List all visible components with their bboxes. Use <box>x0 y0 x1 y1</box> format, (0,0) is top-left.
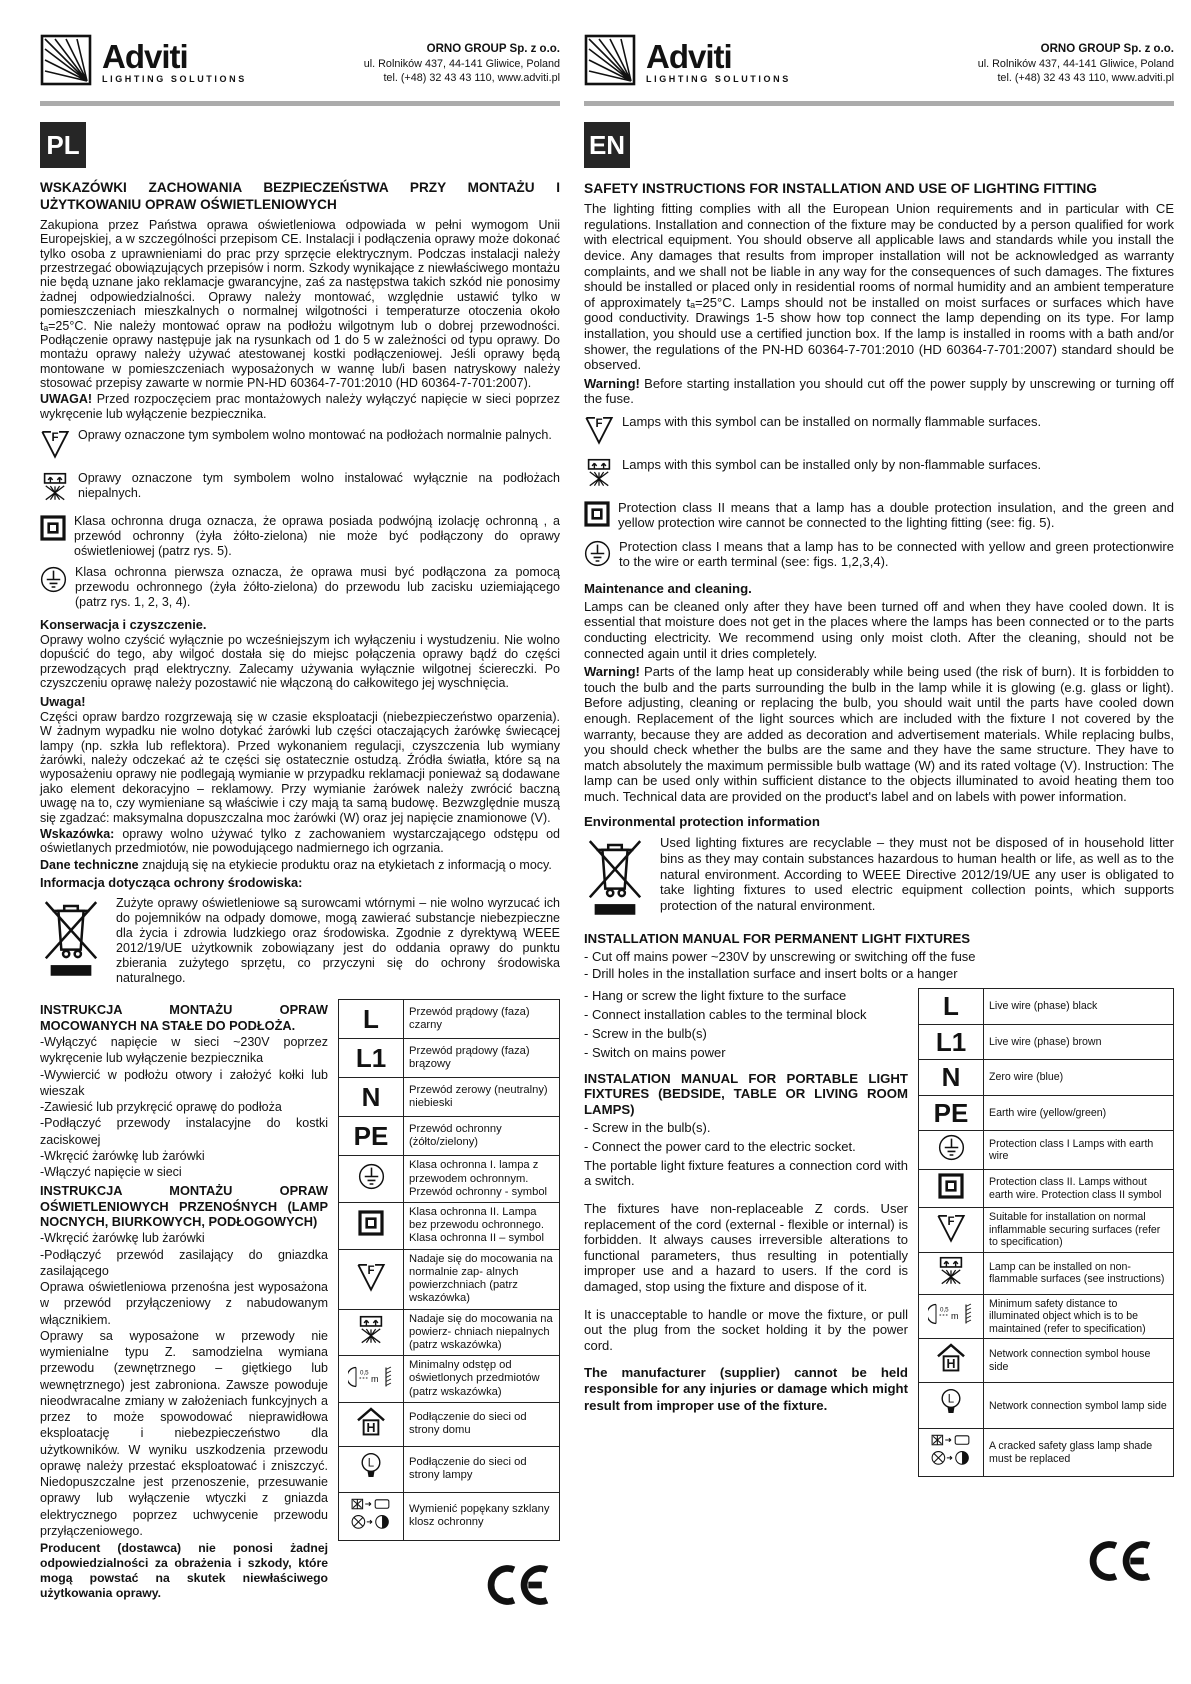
symbol-note-text: Protection class I means that a lamp has to be connected with yellow and green protectionwire to the wire or earth terminal (see: figs. 1,2,3,4). <box>619 538 1174 570</box>
svg-text:m: m <box>951 1311 959 1322</box>
logo-mark-icon <box>584 34 636 91</box>
non-flammable-icon <box>339 1309 404 1356</box>
table-row <box>919 1294 1174 1339</box>
symbol-description-cell: Nadaje się do mocowania na powierz- chniach niepalnych (patrz wskazówka) <box>404 1309 560 1356</box>
symbol-description-cell: Klasa ochronna II. Lampa bez przewodu ochronnego. Klasa ochronna II – symbol <box>404 1203 560 1250</box>
company-name: ORNO GROUP Sp. z o.o. <box>426 43 560 55</box>
non-flammable-icon <box>919 1252 984 1294</box>
symbol-description-cell: Minimum safety distance to illuminated object which is to be maintained (refer to specification) <box>984 1294 1174 1339</box>
body-text-run: Parts of the lamp heat up considerably while being used (the risk of burn). It is forbidden to touch the bulb and the parts surrounding the bulb in the lamp while it is glowing (e.g. glass or light). Before adjusting, cleaning or replacing the bulb, you should wait until the parts have cooled down enough. Replacement of the light sources which are included with the fixture I not covered by the warranty, because they are added as decoration and advertisement materials. While replacing bulbs, you should check whether the bulbs are the same and they have the same structure. They have to match absolutely the maximum permissible bulb wattage (W) and its rated voltage (V). Instruction: The lamp can be used only within sufficient distance to the objects illuminated to avoid heating them too much. Technical data are provided on the product's label and on labels with power information. <box>584 664 1174 804</box>
symbol-note-text: Protection class II means that a lamp has a double protection insulation, and the green and yellow protection wire cannot be connected to the lighting fitting (see: fig. 5). <box>618 499 1174 531</box>
symbol-note <box>584 414 1174 450</box>
flammable-f-icon <box>919 1208 984 1253</box>
sub-heading: Konserwacja i czyszczenie. <box>40 616 207 632</box>
weee-bin-icon <box>40 896 102 983</box>
sub-heading: INSTRUKCJA MONTAŻU OPRAW OŚWIETLENIOWYCH PRZENOŚNYCH (LAMP NOCNYCH, BIURKOWYCH, PODŁOGOWYCH) <box>40 1183 328 1229</box>
earth-wire-pe-symbol <box>919 1095 984 1131</box>
symbol-description-cell: Przewód zerowy (neutralny) niebieski <box>404 1078 560 1117</box>
table-row <box>339 1156 560 1203</box>
flammable-f-icon <box>40 428 70 464</box>
weee-bin-icon <box>584 835 646 922</box>
body-text-run: Przed rozpoczęciem prac montażowych należy wyłączyć napięcie w sieci poprzez wykręcenie lub wyłączenie bezpiecznika. <box>40 392 560 421</box>
sub-heading: Environmental protection information <box>584 813 820 829</box>
table-row <box>339 1492 560 1540</box>
instruction-line: -Podłączyć przewód zasilający do gniazdka zasilającego <box>40 1247 328 1278</box>
cracked-glass-icon <box>339 1492 404 1540</box>
symbol-description-cell: Lamp can be installed on non- flammable surfaces (see instructions) <box>984 1252 1174 1294</box>
cracked-glass-icon <box>919 1429 984 1477</box>
instruction-line: - Screw in the bulb(s). <box>584 1120 711 1136</box>
symbol-note-text: Lamps with this symbol can be installed on normally flammable surfaces. <box>622 413 1042 429</box>
pl-symbol-table-column <box>338 999 560 1612</box>
brand-text-block <box>102 37 247 85</box>
flammable-f-icon <box>584 414 614 450</box>
svg-text:F: F <box>51 432 59 445</box>
symbol-description-cell: Podłączenie do sieci od strony lampy <box>404 1446 560 1492</box>
svg-text:H: H <box>366 1421 376 1436</box>
symbol-description-cell: Przewód prądowy (faza) czarny <box>404 1000 560 1039</box>
bulb-l-icon <box>919 1383 984 1429</box>
table-row <box>339 1039 560 1078</box>
company-phone: tel. (+48) 32 43 43 110, www.adviti.pl <box>383 71 560 84</box>
symbol-description-cell: A cracked safety glass lamp shade must be replaced <box>984 1429 1174 1477</box>
neutral-wire-n-symbol <box>919 1060 984 1096</box>
brand-name: Adviti <box>102 37 188 75</box>
svg-text:F: F <box>367 1264 375 1277</box>
brand-logo <box>40 34 247 91</box>
live-wire-l-symbol <box>919 988 984 1024</box>
table-row <box>919 1060 1174 1096</box>
symbol-description-cell: Minimalny odstęp od oświetlonych przedmiotów (patrz wskazówka) <box>404 1356 560 1403</box>
brand-logo <box>584 34 791 91</box>
min-distance-icon <box>919 1294 984 1339</box>
table-row <box>919 1208 1174 1253</box>
symbol-description-cell: Klasa ochronna I. lampa z przewodem ochronnym. Przewód ochronny - symbol <box>404 1156 560 1203</box>
weee-note <box>40 896 560 986</box>
body-paragraph <box>584 664 1174 804</box>
table-row <box>919 1429 1174 1477</box>
bold-lead-text: Dane techniczne <box>40 857 139 872</box>
table-row <box>339 1117 560 1156</box>
body-paragraph: Lamps can be cleaned only after they have been turned off and when they have cooled down. It is essential that moisture does not get in the places where the lamps has been connected or to the parts conducting electricity. We recommend using only moist cloth. After the cleaning, should not be connected again until it dries completely. <box>584 598 1174 661</box>
body-paragraph: The lighting fitting complies with all the European Union requirements and in particular with CE regulations. Installation and connection of the fixture may be conducted by a person qualified for work with electrical equipment. You should observe all applicable laws and standards while you install the device. Any damages that results from improper installation will not be acknowledged as warranty complaints, and we shall not be liable in any way for the consequences of such damages. The fixtures should be installed or placed only in residential rooms of normal humidity and an ambient temperature of approximately tₐ=25°C. Lamps should not be installed on moist surfaces or surfaces which have good conductivity. Drawings 1-5 show how top connect the lamp depending on its type. For lamp installation, you should use a certified junction box. If the lamp is installed in rooms with a bath and/or shower, the regulations of the PN-HD 60364-7-701:2010 (HD 60364-7-701:2007) standard should be observed. <box>584 201 1174 373</box>
brand-tagline: LIGHTING SOLUTIONS <box>646 74 791 85</box>
bold-lead-text: Warning! <box>584 664 640 680</box>
svg-text:L: L <box>367 1457 375 1470</box>
class1-icon <box>339 1156 404 1203</box>
wire-symbol-text: L <box>943 990 959 1021</box>
pl-intro-section <box>40 180 560 994</box>
wire-symbol-text: L <box>363 1004 379 1035</box>
instruction-line: - Cut off mains power ~230V by unscrewing or switching off the fuse <box>584 949 976 965</box>
svg-text:0,5: 0,5 <box>360 1369 369 1377</box>
class1-icon <box>40 565 67 598</box>
table-row <box>919 1252 1174 1294</box>
non-flammable-icon <box>584 457 614 493</box>
table-row <box>339 1446 560 1492</box>
house-h-icon <box>919 1339 984 1383</box>
wire-symbol-text: N <box>941 1062 961 1093</box>
bold-lead-text: Warning! <box>584 375 640 391</box>
instruction-line: -Wyłączyć napięcie w sieci ~230V poprzez wykręcenie lub wyłączenie bezpiecznika <box>40 1035 328 1066</box>
body-paragraph <box>40 827 560 856</box>
instruction-line: -Zawiesić lub przykręcić oprawę do podłoża <box>40 1100 282 1115</box>
live-wire-l-symbol <box>339 1000 404 1039</box>
instruction-line: - Connect the power card to the electric socket. <box>584 1138 856 1154</box>
table-row <box>919 1024 1174 1060</box>
pl-installation-instructions <box>40 999 328 1612</box>
brand-tagline: LIGHTING SOLUTIONS <box>102 74 247 85</box>
table-row <box>339 1203 560 1250</box>
en-installation-instructions <box>584 988 908 1588</box>
brand-name: Adviti <box>646 37 732 75</box>
language-badge-en: EN <box>584 122 630 168</box>
sub-heading: INSTRUKCJA MONTAŻU OPRAW MOCOWANYCH NA STAŁE DO PODŁOŻA. <box>40 1002 328 1033</box>
body-paragraph: The portable light fixture features a connection cord with a switch. <box>584 1157 908 1189</box>
table-row <box>339 1000 560 1039</box>
live-wire-l1-symbol <box>339 1039 404 1078</box>
symbol-description-cell: Protection class II. Lamps without earth wire. Protection class II symbol <box>984 1170 1174 1208</box>
company-name: ORNO GROUP Sp. z o.o. <box>1040 43 1174 55</box>
neutral-wire-n-symbol <box>339 1078 404 1117</box>
non-flammable-icon <box>40 471 70 507</box>
table-row <box>339 1249 560 1309</box>
table-row <box>339 1078 560 1117</box>
body-paragraph: It is unacceptable to handle or move the fixture, or pull out the plug from the socket holding it by the power cord. <box>584 1306 908 1353</box>
min-distance-icon <box>339 1356 404 1403</box>
table-row <box>919 988 1174 1024</box>
body-paragraph: The fixtures have non-replaceable Z cords. User replacement of the cord (external - flexible or internal) is forbidden. It always causes irreversible alterations to functional parameters, thus resulting in potentially improper use and a hazard to users. If the cord is damaged, stop using the fixture and dispose of it. <box>584 1201 908 1295</box>
ce-mark-pl <box>338 1563 560 1612</box>
instruction-line: Oprawa oświetleniowa przenośna jest wyposażona w przewód przyłączeniowy z nabudowanym włącznikiem. <box>40 1280 328 1327</box>
symbol-description-cell: Network connection symbol house side <box>984 1339 1174 1383</box>
symbol-note <box>40 428 560 464</box>
symbol-description-cell: Live wire (phase) brown <box>984 1024 1174 1060</box>
class2-icon <box>40 514 66 546</box>
symbol-note-text: Oprawy oznaczone tym symbolem wolno montować na podłożach normalnie palnych. <box>78 428 552 443</box>
wire-symbol-text: L1 <box>355 1043 387 1074</box>
symbol-note <box>584 539 1174 572</box>
symbol-note <box>584 500 1174 532</box>
header-divider <box>40 101 560 106</box>
section-title: SAFETY INSTRUCTIONS FOR INSTALLATION AND USE OF LIGHTING FITTING <box>584 181 1098 196</box>
symbol-description-cell: Live wire (phase) black <box>984 988 1174 1024</box>
svg-text:L: L <box>947 1393 955 1406</box>
company-phone: tel. (+48) 32 43 43 110, www.adviti.pl <box>997 71 1174 84</box>
bold-lead-text: UWAGA! <box>40 392 93 407</box>
ce-mark-icon <box>1088 1539 1154 1588</box>
bold-lead-text: Wskazówka: <box>40 826 115 841</box>
body-paragraph <box>584 376 1174 407</box>
symbol-description-cell: Przewód prądowy (faza) brązowy <box>404 1039 560 1078</box>
table-row <box>339 1309 560 1356</box>
table-row <box>339 1402 560 1446</box>
instruction-line: -Wkręcić żarówkę lub żarówki <box>40 1148 205 1163</box>
weee-note <box>584 835 1174 922</box>
symbol-description-cell: Earth wire (yellow/green) <box>984 1095 1174 1131</box>
instruction-line: - Hang or screw the light fixture to the surface <box>584 987 847 1003</box>
table-row <box>919 1095 1174 1131</box>
live-wire-l1-symbol <box>919 1024 984 1060</box>
symbol-note-text: Lamps with this symbol can be installed only by non-flammable surfaces. <box>622 456 1042 472</box>
sub-heading: Maintenance and cleaning. <box>584 580 752 596</box>
svg-text:F: F <box>595 418 603 431</box>
table-row <box>919 1170 1174 1208</box>
instruction-line: - Switch on mains power <box>584 1044 726 1060</box>
symbol-table <box>918 988 1174 1477</box>
instruction-line: - Screw in the bulb(s) <box>584 1025 707 1041</box>
ce-mark-icon <box>486 1563 552 1612</box>
en-intro-section <box>584 180 1174 983</box>
instruction-line: - Connect installation cables to the terminal block <box>584 1006 867 1022</box>
en-symbol-table-column <box>918 988 1174 1588</box>
symbol-description-cell: Protection class I Lamps with earth wire <box>984 1131 1174 1170</box>
symbol-note <box>40 565 560 609</box>
flammable-f-icon <box>339 1249 404 1309</box>
symbol-description-cell: Wymienić popękany szklany klosz ochronny <box>404 1492 560 1540</box>
bulb-l-icon <box>339 1446 404 1492</box>
body-paragraph: Oprawy wolno czyścić wyłącznie po wcześniejszym ich wyłączeniu i wystudzeniu. Nie wolno dopuścić do tego, aby wilgoć dostała się do miejsc połączenia oprawy bądź do części przewodzących prąd elektryczny. Zalecamy używania wyłącznie wilgotnej ściereczki. Po czyszczeniu oprawę należy pozostawić nie włączoną do całkowitego jej wyschnięcia. <box>40 633 560 691</box>
company-street: ul. Rolników 437, 44-141 Gliwice, Poland <box>363 57 560 70</box>
symbol-note-text: Oprawy oznaczone tym symbolem wolno instalować wyłącznie na podłożach niepalnych. <box>78 471 560 500</box>
symbol-description-cell: Suitable for installation on normal inflammable securing surfaces (refer to specification) <box>984 1208 1174 1253</box>
class2-icon <box>584 500 610 532</box>
instruction-line: Oprawy sa wyposażone w przewody nie wymienialne typu Z. samodzielna wymiana przewodu (zewnętrznego – giętkiego lub wewnętrznego) jest zabroniona. Zawsze powoduje nieodwracalne zmiany w założeniach funkcyjnych a przez to może spowodować nieprawidłowa eksploatację i niebezpieczeństwo dla użytkowników. W wyniku uszkodzenia przewodu oprawę należy przestać eksploatować i zniszczyć. Niedopuszczalne jest przenoszenie, przesuwanie oprawy lub wyłączenie wtyczki z gniazda elektrycznego poprzez uchwycenie przewodu przyłączeniowego. <box>40 1328 328 1538</box>
sub-heading: INSTALATION MANUAL FOR PORTABLE LIGHT FIXTURES (BEDSIDE, TABLE OR LIVING ROOM LAMPS) <box>584 1070 908 1118</box>
instruction-line: -Wywiercić w podłożu otwory i założyć kołki lub wieszak <box>40 1067 328 1098</box>
instruction-line: - Drill holes in the installation surface and insert bolts or a hanger <box>584 966 958 982</box>
pl-header <box>40 34 560 91</box>
body-paragraph <box>40 858 560 872</box>
bold-paragraph: Producent (dostawca) nie ponosi żadnej odpowiedzialności za obrażenia i szkody, które mogą powstać na skutek niewłaściwego użytkowania oprawy. <box>40 1541 328 1600</box>
earth-wire-pe-symbol <box>339 1117 404 1156</box>
body-text-run: Before starting installation you should cut off the power supply by unscrewing or turning off the fuse. <box>584 375 1174 407</box>
section-title: WSKAZÓWKI ZACHOWANIA BEZPIECZEŃSTWA PRZY MONTAŻU I UŻYTKOWANIU OPRAW OŚWIETLENIOWYCH <box>40 180 560 212</box>
wire-symbol-text: PE <box>933 1097 969 1128</box>
logo-mark-icon <box>40 34 92 91</box>
symbol-note <box>584 457 1174 493</box>
company-address <box>978 34 1174 85</box>
symbol-table <box>338 999 560 1541</box>
company-address <box>364 34 560 85</box>
instruction-line: -Podłączyć przewody instalacyjne do kostki zaciskowej <box>40 1116 328 1147</box>
body-paragraph: Części opraw bardzo rozgrzewają się w czasie eksploatacji (niebezpieczeństwo oparzenia). W żadnym wypadku nie wolno dotykać żarówki lub części otaczających żarówkę świecącej lampy (np. szkła lub reflektora). Przed wykonaniem regulacji, czyszczenia lub wymiany żarówki, należy odczekać aż te części się ostatecznie ostudzą. Źródła światła, które są na wyposażeniu oprawy nie podlegają wymianie w przypadku reklamacji ponieważ są dodawane jako element dekoracyjno – reklamowy. Przy wymianie żarówek należy zwrócić baczną uwagę na to, czy wymieniane są właściwie i czy mają ta samą budowę. Bezwzględnie muszą się zgadzać: maksymalna dopuszczalna moc żarówki (W) oraz jej napięcie znamionowe (V). <box>40 709 560 825</box>
wire-symbol-text: L1 <box>935 1026 967 1057</box>
symbol-description-cell: Podłączenie do sieci od strony domu <box>404 1402 560 1446</box>
sub-heading: Uwaga! <box>40 693 86 709</box>
class2-icon <box>919 1170 984 1208</box>
wire-symbol-text: N <box>361 1082 381 1113</box>
wire-symbol-text: PE <box>353 1121 389 1152</box>
body-paragraph <box>40 392 560 421</box>
language-badge-pl: PL <box>40 122 86 168</box>
en-page <box>584 34 1174 1612</box>
svg-text:m: m <box>371 1373 379 1384</box>
instruction-line: -Wkręcić żarówkę lub żarówki <box>40 1231 205 1246</box>
table-row <box>919 1383 1174 1429</box>
symbol-description-cell: Network connection symbol lamp side <box>984 1383 1174 1429</box>
symbol-note <box>40 471 560 507</box>
class1-icon <box>584 539 611 572</box>
pl-page <box>40 34 560 1612</box>
symbol-description-cell: Zero wire (blue) <box>984 1060 1174 1096</box>
svg-text:H: H <box>946 1357 956 1372</box>
symbol-note-text: Klasa ochronna pierwsza oznacza, że oprawa musi być podłączona za pomocą przewodu ochronnego (żyła żółto-zielona) do przewodu lub zacisku uziemiającego (patrz rys. 1, 2, 3, 4). <box>75 565 560 609</box>
svg-text:F: F <box>947 1215 955 1228</box>
symbol-note-text: Klasa ochronna druga oznacza, że oprawa posiada podwójną izolację ochronną , a przewód ochronny (żyła żółto-zielona) nie może być podłączony do oprawy oświetleniowej (patrz rys. 5). <box>74 514 560 558</box>
en-symbol-table-wrap <box>918 988 1174 1477</box>
body-text-run: oprawy wolno używać tylko z zachowaniem wystarczającego odstępu od oświetlanych przedmiotów, nie powodującego nadmiernego ich ogrzania. <box>40 826 560 856</box>
company-street: ul. Rolników 437, 44-141 Gliwice, Poland <box>977 57 1174 70</box>
brand-text-block <box>646 37 791 85</box>
class1-icon <box>919 1131 984 1170</box>
class2-icon <box>339 1203 404 1250</box>
pl-symbol-table-wrap <box>338 999 560 1541</box>
ce-mark-en <box>918 1539 1174 1588</box>
instruction-line: -Włączyć napięcie w sieci <box>40 1165 182 1180</box>
bold-paragraph: The manufacturer (supplier) cannot be held responsible for any injuries or damage which might result from improper use of the fixture. <box>584 1365 908 1413</box>
header-divider <box>584 101 1174 106</box>
table-row <box>919 1339 1174 1383</box>
svg-text:0,5: 0,5 <box>940 1306 949 1314</box>
en-bottom-section <box>584 988 1174 1588</box>
table-row <box>339 1356 560 1403</box>
pl-bottom-section <box>40 999 560 1612</box>
body-text-run: znajdują się na etykiecie produktu oraz na etykietach z informacją o mocy. <box>138 857 552 872</box>
house-h-icon <box>339 1402 404 1446</box>
symbol-note <box>40 514 560 558</box>
en-header <box>584 34 1174 91</box>
body-paragraph: Zakupiona przez Państwa oprawa oświetleniowa odpowiada w pełni wymogom Unii Europejskiej, a w szczególności przepisom CE. Instalacji i podłączenia oprawy może dokonać tylko osoba z uprawnieniami do prac przy sprzęcie elektrycznym. Podczas instalacji należy przestrzegać obowiązujących przepisów i norm. Szkody wynikające z niewłaściwego montażu nie będą uznane jako reklamacje gwarancyjne, zaś za następstwa takich szkód nie ponosimy żadnej odpowiedzialności. Oprawy należy montować, względnie ustawić tylko w pomieszczeniach mieszkalnych o normalnej wilgotności i temperaturze otoczenia około tₐ=25°C. Nie należy montować opraw na podłożu wilgotnym lub o dobrej przewodności. Podłączenie oprawy następuje jak na rysunkach od 1 do 5 w zależności od typu oprawy. Do montażu oprawy należy używać atestowanej kostki podłączeniowej. Jeśli oprawy będą montowane w pomieszczeniach wyposażonych w wannę lub/i basen natryskowy należy stosować przepisy zawarte w normie PN-HD 60364-7-701:2010 (HD 60364-7-701:2007). <box>40 217 560 391</box>
symbol-note-text: Used lighting fixtures are recyclable – they must not be disposed of in household litter bins as they may contain substances hazardous to human health or life, as well as to the natural environment. According to WEEE Directive 2012/19/UE any user is obligated to take lighting fixtures to used electric equipment collection points, which supports protection of the natural environment. <box>660 835 1174 913</box>
table-row <box>919 1131 1174 1170</box>
sub-heading: INSTALLATION MANUAL FOR PERMANENT LIGHT FIXTURES <box>584 931 971 947</box>
symbol-note-text: Zużyte oprawy oświetleniowe są surowcami wtórnymi – nie wolno wyrzucać ich do pojemników na odpady domowe, mogą zawierać substancje niebezpieczne dla życia i zdrowia ludzkiego oraz środowiska. Zgodnie z dyrektywą WEEE 2012/19/UE użytkownik zobowiązany jest do oddania oprawy do punktu zbierania zużytego sprzętu, co przyczyni się do ochrony środowiska naturalnego. <box>116 896 560 986</box>
symbol-description-cell: Nadaje się do mocowania na normalnie zap- alnych powierzchniach (patrz wskazówka) <box>404 1249 560 1309</box>
sub-heading: Informacja dotycząca ochrony środowiska: <box>40 875 303 891</box>
symbol-description-cell: Przewód ochronny (żółto/zielony) <box>404 1117 560 1156</box>
